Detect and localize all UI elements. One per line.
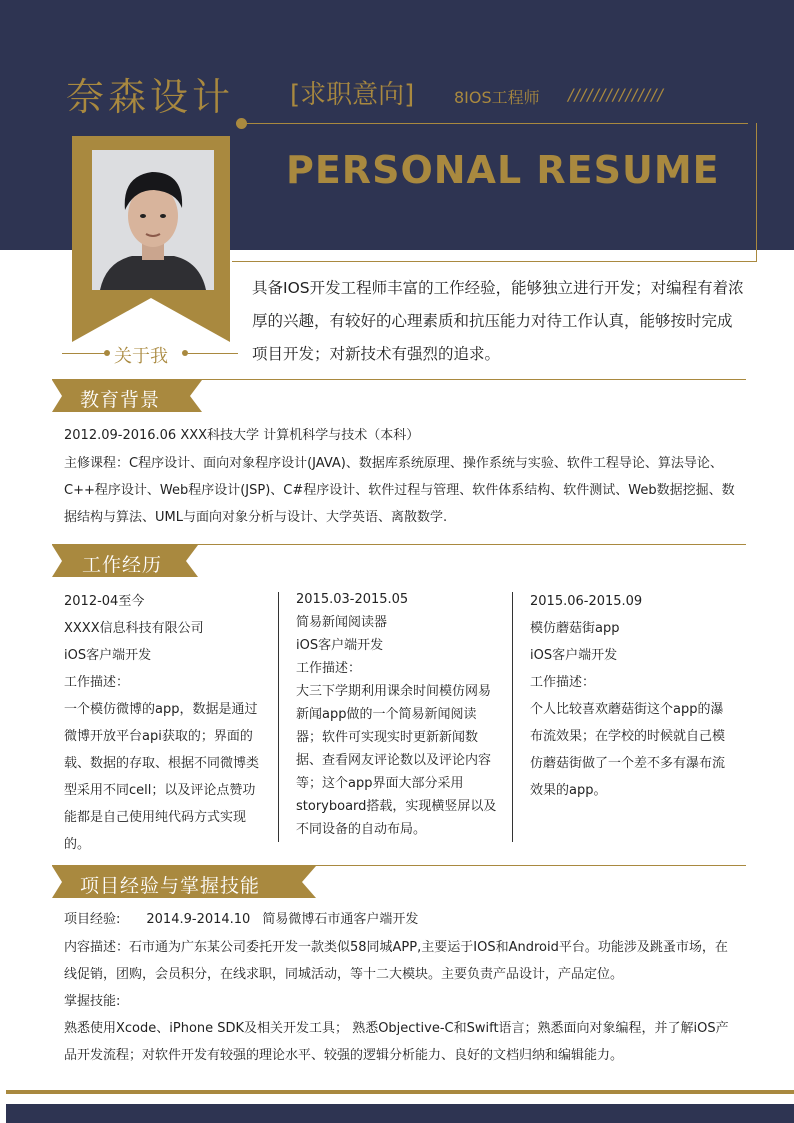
job-desc: 大三下学期利用课余时间模仿网易新闻app做的一个简易新闻阅读器；软件可实现实时更新新闻数据、查看网友评论数以及评论内容等；这个app界面大部分采用storyboard搭载，实现横竖屏以及不同设备的自动布局。: [296, 684, 497, 837]
job-desc-label: 工作描述：: [296, 661, 362, 676]
projects-heading: [52, 866, 316, 898]
header-dot: [236, 118, 247, 129]
project-name: 简易微博石市通客户端开发: [262, 912, 419, 927]
job-title: 8IOS工程师: [454, 88, 540, 107]
project-content: 内容描述：石市通为广东某公司委托开发一款类似58同城APP,主要运于IOS和Android平台。功能涉及跳蚤市场，在线促销，团购，会员积分，在线求职，同城活动，等十二大模块。主要负责产品设计，产品定位。: [64, 940, 728, 982]
column-divider: [278, 592, 279, 842]
skills-text: 熟悉使用Xcode、iPhone SDK及相关开发工具； 熟悉Objective-C和Swift语言；熟悉面向对象编程，并了解iOS产品开发流程；对软件开发有较强的理论水平、较强的逻辑分析能力、良好的文档归纳和编辑能力。: [64, 1021, 729, 1063]
about-line-left: [62, 353, 106, 354]
about-line-right: [188, 353, 238, 354]
job-role: iOS客户端开发: [64, 648, 152, 663]
job-desc-label: 工作描述：: [530, 675, 596, 690]
education-courses: 主修课程：C程序设计、面向对象程序设计(JAVA)、数据库系统原理、操作系统与实验、软件工程导论、算法导论、 C++程序设计、Web程序设计(JSP)、C#程序设计、软件过程与管理、软件体系结构、软件测试、Web数据挖掘、数据结构与算法、UML与面向对象分析与设计、大学英语、离散数学.: [64, 456, 735, 525]
job-desc: 个人比较喜欢蘑菇街这个app的瀑布流效果；在学校的时候就自己模仿蘑菇街做了一个差不多有瀑布流效果的app。: [530, 702, 726, 798]
job-role: iOS客户端开发: [296, 638, 384, 653]
job-date: 2012-04至今: [64, 594, 145, 609]
work-heading: [52, 545, 198, 577]
education-heading-text: 教育背景: [80, 389, 161, 411]
footer-navy-band: [6, 1104, 794, 1123]
resume-title: PERSONAL RESUME: [286, 148, 720, 192]
project-line: [64, 906, 744, 933]
job-intent-label: [求职意向]: [290, 80, 415, 110]
project-label: 项目经验:: [64, 912, 121, 927]
frame-bottom-line: [232, 261, 757, 262]
about-dot-left: [104, 350, 110, 356]
about-text: 具备IOS开发工程师丰富的工作经验，能够独立进行开发；对编程有着浓厚的兴趣，有较好的心理素质和抗压能力对待工作认真，能够按时完成项目开发；对新技术有强烈的追求。: [252, 279, 744, 363]
column-divider: [512, 592, 513, 842]
education-heading: [52, 380, 202, 412]
work-heading-text: 工作经历: [82, 554, 163, 576]
work-job-1: [64, 588, 268, 858]
work-job-2: [296, 588, 500, 841]
job-role: iOS客户端开发: [530, 648, 618, 663]
projects-heading-text: 项目经验与掌握技能: [80, 875, 261, 897]
profile-photo: [92, 150, 214, 290]
decorative-slashes: ///////////////: [568, 85, 664, 104]
project-date: 2014.9-2014.10: [146, 912, 251, 927]
brand-name: 奈森设计: [66, 75, 235, 119]
job-company: 模仿蘑菇街app: [530, 621, 620, 636]
job-date: 2015.06-2015.09: [530, 594, 643, 609]
education-degree: 2012.09-2016.06 XXX科技大学 计算机科学与技术（本科）: [64, 428, 420, 443]
job-desc: 一个模仿微博的app，数据是通过微博开放平台api获取的；界面的载、数据的存取、根据不同微博类型采用不同cell；以及评论点赞功能都是自己使用纯代码方式实现的。: [64, 702, 260, 852]
job-date: 2015.03-2015.05: [296, 592, 409, 607]
job-company: 简易新闻阅读器: [296, 615, 388, 630]
work-job-3: [530, 588, 736, 804]
about-label: 关于我: [114, 346, 168, 367]
footer-gold-stripe: [6, 1090, 794, 1094]
header-divider: [242, 123, 748, 124]
skills-label: 掌握技能:: [64, 994, 121, 1009]
job-desc-label: 工作描述：: [64, 675, 130, 690]
job-company: XXXX信息科技有限公司: [64, 621, 204, 636]
frame-right-line: [756, 123, 757, 261]
